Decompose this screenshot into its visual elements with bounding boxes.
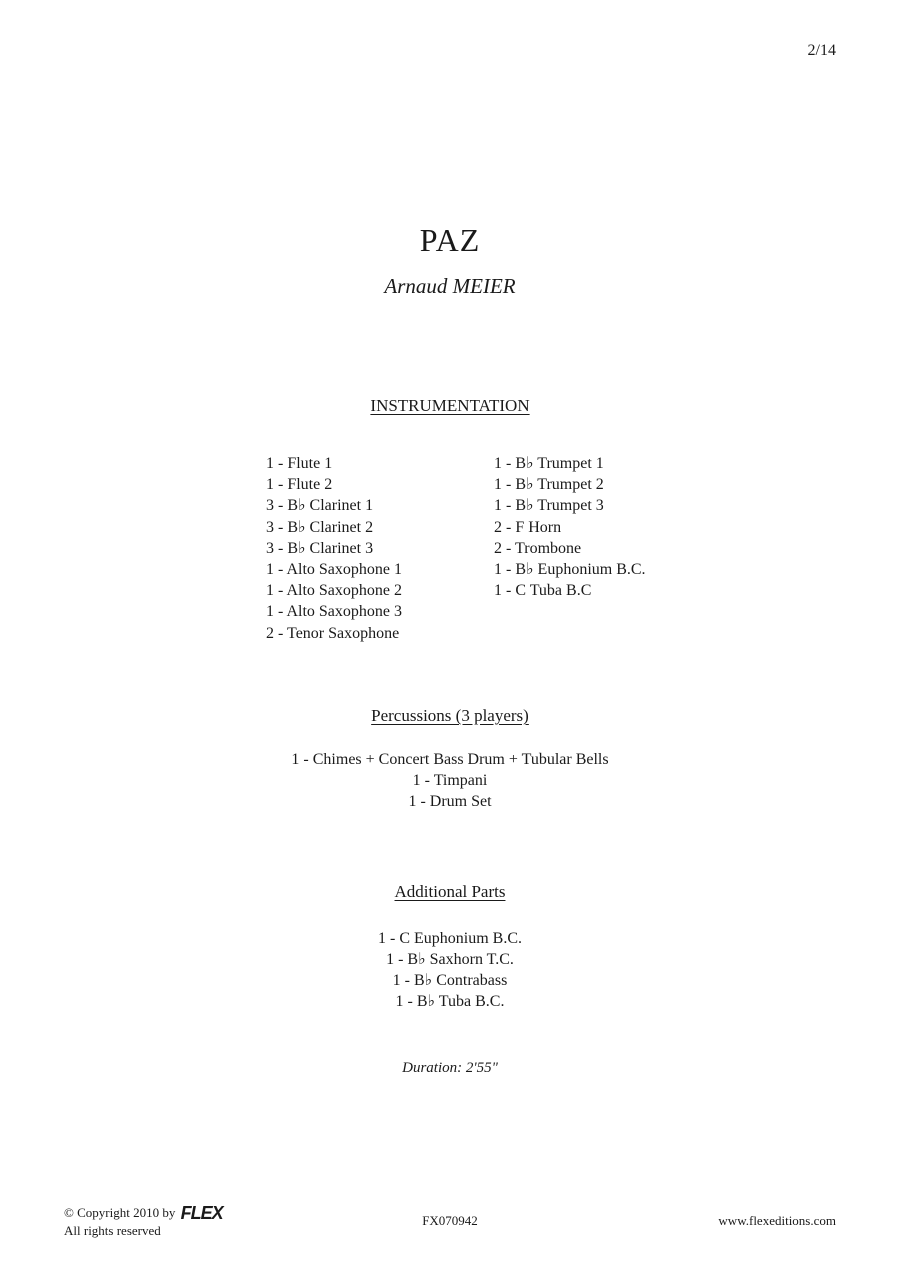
instrument-item: 1 - Flute 1 [266,455,333,472]
additional-part-item: 1 - B♭ Contrabass [392,972,508,989]
instrumentation-heading [0,396,900,416]
copyright-text: © Copyright 2010 by [64,1205,176,1220]
instrument-item: 3 - B♭ Clarinet 1 [266,497,374,515]
instrument-item: 1 - B♭ Euphonium B.C. [494,561,646,579]
instrumentation-right-column [494,453,646,601]
page-number: 2/14 [807,42,836,59]
instrument-item: 2 - Trombone [494,539,582,557]
percussion-item: 1 - Chimes + Concert Bass Drum + Tubular Bells [291,751,609,768]
instrument-item: 1 - Alto Saxophone 3 [266,603,402,621]
piece-title: PAZ [419,222,481,258]
instrument-item: 1 - B♭ Trumpet 2 [494,476,604,494]
duration: Duration: 2'55" [402,1060,498,1076]
instrument-item: 1 - Alto Saxophone 2 [266,582,402,600]
instrument-item: 3 - B♭ Clarinet 3 [266,539,374,557]
additional-parts-list [0,928,900,1012]
additional-part-item: 1 - B♭ Saxhorn T.C. [386,951,514,968]
instrument-item: 1 - Flute 2 [266,476,333,494]
additional-parts-heading [0,882,900,902]
percussion-item: 1 - Timpani [412,772,488,789]
additional-parts-heading-text: Additional Parts [394,882,506,901]
instrument-item: 3 - B♭ Clarinet 2 [266,518,374,536]
catalog-number: FX070942 [422,1213,478,1228]
additional-part-item: 1 - B♭ Tuba B.C. [395,993,505,1010]
percussions-heading [0,706,900,726]
instrumentation-heading-text: INSTRUMENTATION [370,396,530,415]
publisher-website: www.flexeditions.com [718,1213,836,1228]
percussions-heading-text: Percussions (3 players) [371,706,529,725]
instrumentation-left-column [266,453,402,644]
instrument-item: 1 - B♭ Trumpet 1 [494,455,604,472]
instrument-item: 1 - C Tuba B.C [494,582,592,600]
additional-part-item: 1 - C Euphonium B.C. [377,930,522,947]
flex-logo: FLEX [180,1203,223,1223]
percussions-list [0,749,900,812]
instrument-item: 1 - B♭ Trumpet 3 [494,497,604,515]
composer-name: Arnaud MEIER [384,274,516,298]
rights-text: All rights reserved [64,1223,161,1238]
instrument-item: 2 - Tenor Saxophone [266,624,400,642]
instrument-item: 2 - F Horn [494,518,562,536]
instrument-item: 1 - Alto Saxophone 1 [266,561,402,579]
percussion-item: 1 - Drum Set [408,793,492,810]
